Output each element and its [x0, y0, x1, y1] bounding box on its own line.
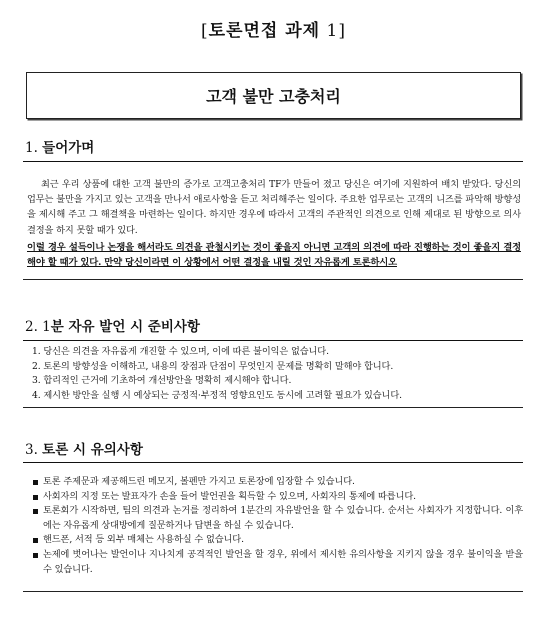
- title-main: 토론면접 과제: [208, 21, 321, 41]
- section-divider-bottom: [23, 279, 523, 280]
- list-item-text: 핸드폰, 서적 등 외부 매체는 사용하실 수 없습니다.: [43, 534, 244, 546]
- list-item: [33, 533, 523, 548]
- section-intro: [23, 139, 523, 280]
- section-divider-bottom: [23, 591, 523, 592]
- list-item: 1. 당신은 의견을 자유롭게 개진할 수 있으며, 이에 따른 불이익은 없습니다.: [32, 346, 329, 357]
- list-item-text: 사회자의 지정 또는 발표자가 손을 들어 발언권을 획득할 수 있으며, 사회자의 통제에 따릅니다.: [43, 490, 416, 502]
- preparation-list: [23, 341, 523, 404]
- section-number: 3.: [25, 442, 43, 458]
- list-item: 4. 제시한 방안을 실행 시 예상되는 긍정적·부정적 영향요인도 동시에 고려할 필요가 있습니다.: [32, 390, 402, 402]
- title-bracket-open: [: [201, 21, 209, 41]
- list-item: [33, 475, 523, 490]
- list-item: 3. 합리적인 근거에 기초하여 개선방안을 명확히 제시해야 합니다.: [32, 375, 292, 387]
- topic-title: 고객 불만 고충처리: [206, 87, 341, 106]
- section-divider-bottom: [23, 407, 523, 408]
- list-item: [33, 490, 523, 505]
- emphasis-paragraph: 이럴 경우 설득이나 논쟁을 해서라도 의견을 관철시키는 것이 좋을지 아니면 고객의 의견에 따라 진행하는 것이 좋을지 결정해야 할 때가 있다. 만약 당신이라면 이 상황에서 어떤 결정을 내릴 것인 자유롭게 토론하시오: [27, 241, 521, 268]
- square-bullet-icon: [33, 538, 38, 543]
- section-title: 들어가며: [42, 140, 95, 156]
- section-heading-preparation: [23, 318, 523, 336]
- title-bracket-close: ]: [338, 21, 346, 41]
- list-item: [33, 504, 523, 533]
- section-number: 1.: [25, 140, 43, 156]
- page-title: [0, 16, 547, 41]
- section-preparation: [23, 318, 523, 408]
- square-bullet-icon: [33, 495, 38, 500]
- section-heading-cautions: [23, 441, 523, 459]
- list-item: [33, 548, 523, 577]
- section-heading-intro: [23, 139, 523, 157]
- section-title: 토론 시 유의사항: [42, 442, 143, 458]
- list-item-text: 토론 주제문과 제공해드린 메모지, 볼펜만 가지고 토론장에 입장할 수 있습니다.: [43, 476, 355, 487]
- list-item: 2. 토론의 방향성을 이해하고, 내용의 장점과 단점이 무엇인지 문제를 명확히 말해야 합니다.: [32, 360, 394, 372]
- section-cautions: [23, 441, 523, 592]
- list-item-text: 논제에 벗어나는 발언이나 지나치게 공격적인 발언을 할 경우, 위에서 제시한 유의사항을 지키지 않을 경우 불이익을 받을 수 있습니다.: [43, 548, 523, 575]
- square-bullet-icon: [33, 509, 38, 514]
- cautions-list: [23, 463, 523, 577]
- topic-box: [26, 72, 521, 119]
- square-bullet-icon: [33, 553, 38, 558]
- title-number: 1: [320, 21, 339, 41]
- list-item-text: 토론회가 시작하면, 팀의 의견과 논거를 정리하여 1분간의 자유발언을 할 수 있습니다. 순서는 사회자가 지정합니다. 이후에는 자유롭게 상대방에게 질문하거나 답변을 하실 수 있습니다.: [43, 505, 523, 531]
- square-bullet-icon: [33, 480, 38, 485]
- section-title: 분 자유 발언 시 준비사항: [50, 319, 200, 335]
- intro-paragraph: 최근 우리 상품에 대한 고객 불만의 증가로 고객고충처리 TF가 만들어 졌고 당신은 여기에 지원하여 배치 받았다. 당신의 업무는 불만을 가지고 있는 고객을 만나서 애로사항을 듣고 처리해주는 일이다. 주요한 업무로는 고객의 니즈를 파악해 방향성을 제시해 주고 그 해결책을 마련하는 일이다. 하지만 경우에 따라서 고객의 주관적인 의견으로 인해 제대로 된 방향으로 의사결정을 하지 못할 때가 있다.: [27, 179, 521, 236]
- section-number: 2. 1: [25, 319, 51, 335]
